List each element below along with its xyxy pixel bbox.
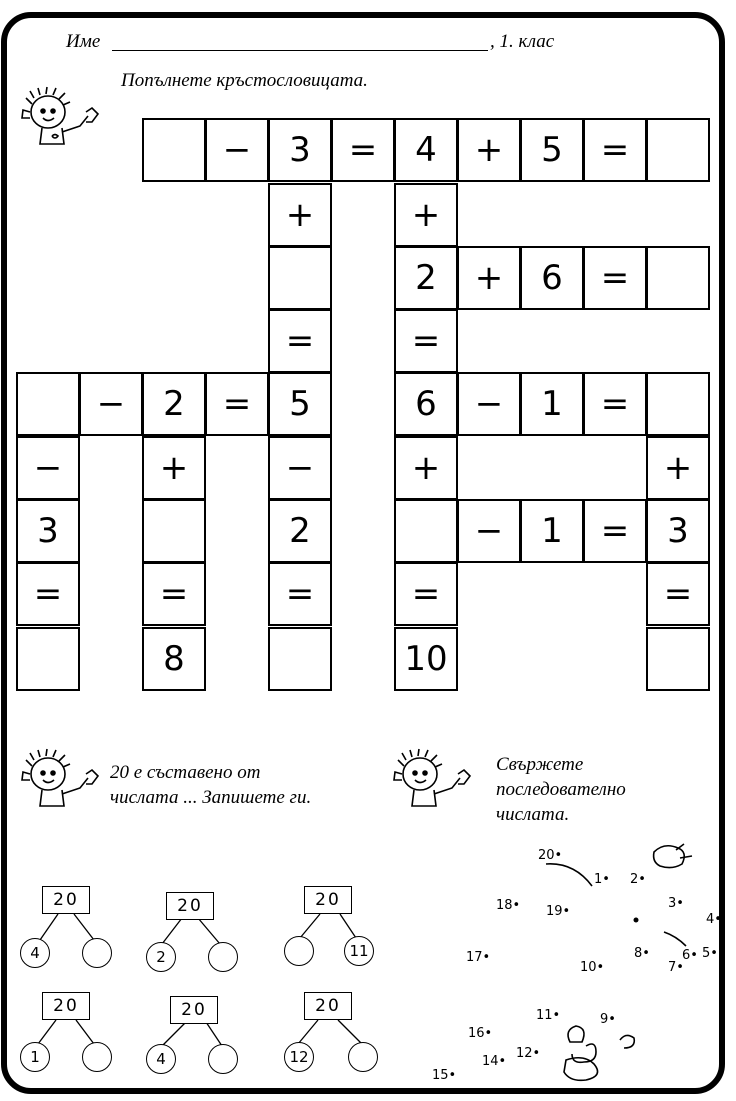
crossword-cell-r2c5: + (268, 183, 332, 247)
tree-total-box: 20 (304, 886, 352, 914)
crossword-cell-r8c11: = (646, 562, 710, 626)
crossword-cell-r6c11: + (646, 436, 710, 500)
crossword-cell-r1c10: = (583, 118, 647, 182)
crossword-cell-r6c1: − (16, 436, 80, 500)
crossword-cell-r5c8: − (457, 372, 521, 436)
crossword-cell-r1c7: 4 (394, 118, 458, 182)
crossword-cell-r8c5: = (268, 562, 332, 626)
crossword-cell-r1c6: = (331, 118, 395, 182)
tree-total-box: 20 (304, 992, 352, 1020)
dot-label[interactable]: 15• (432, 1068, 457, 1083)
crossword-cell-r9c3: 8 (142, 627, 206, 691)
crossword-cell-r6c5: − (268, 436, 332, 500)
task3-instruction-3: числата. (496, 804, 570, 825)
tree-left-circle: 12 (284, 1042, 314, 1072)
name-label: Име (66, 31, 101, 52)
dot-label[interactable]: 8• (634, 946, 650, 961)
crossword-cell-r3c8: + (457, 246, 521, 310)
task3-instruction-1: Свържете (496, 754, 584, 775)
crossword-cell-r1c8: + (457, 118, 521, 182)
crossword-cell-r1c5: 3 (268, 118, 332, 182)
dot-label[interactable]: 16• (468, 1026, 493, 1041)
dot-label[interactable]: 17• (466, 950, 491, 965)
crossword-cell-r5c3: 2 (142, 372, 206, 436)
task1-instruction: Попълнете кръстословицата. (121, 70, 368, 91)
dot-label[interactable]: 4• (706, 912, 722, 927)
tree-total-box: 20 (42, 992, 90, 1020)
class-label: , 1. клас (490, 31, 555, 52)
dot-label[interactable]: 3• (668, 896, 684, 911)
dot-label[interactable]: 6• (682, 948, 698, 963)
crossword-cell-r8c1: = (16, 562, 80, 626)
crossword-cell-r7c1: 3 (16, 499, 80, 563)
crossword-cell-r8c7: = (394, 562, 458, 626)
crossword-cell-r7c9: 1 (520, 499, 584, 563)
dot-label[interactable]: 11• (536, 1008, 561, 1023)
dot-label[interactable]: 12• (516, 1046, 541, 1061)
dot-label[interactable]: 5• (702, 946, 718, 961)
dot-label[interactable]: 10• (580, 960, 605, 975)
crossword-cell-r7c11: 3 (646, 499, 710, 563)
crossword-cell-r7c8: − (457, 499, 521, 563)
dot-label[interactable]: 9• (600, 1012, 616, 1027)
tree-left-circle: 4 (146, 1044, 176, 1074)
crossword-cell-r5c5: 5 (268, 372, 332, 436)
crossword-cell-r1c9: 5 (520, 118, 584, 182)
tree-right-circle: 11 (344, 936, 374, 966)
crossword-cell-r9c7: 10 (394, 627, 458, 691)
task2-instruction-2: числата ... Запишете ги. (110, 787, 312, 808)
crossword-cell-r4c5: = (268, 309, 332, 373)
dot-label[interactable]: 19• (546, 904, 571, 919)
crossword-cell-r3c9: 6 (520, 246, 584, 310)
dot-label[interactable]: 18• (496, 898, 521, 913)
dot-label[interactable]: 14• (482, 1054, 507, 1069)
dot-label[interactable]: 1• (594, 872, 610, 887)
crossword-cell-r5c7: 6 (394, 372, 458, 436)
dot-label[interactable]: 20• (538, 848, 563, 863)
tree-total-box: 20 (42, 886, 90, 914)
tree-left-circle: 4 (20, 938, 50, 968)
crossword-cell-r6c7: + (394, 436, 458, 500)
crossword-cell-r8c3: = (142, 562, 206, 626)
task3-instruction-2: последователно (496, 779, 626, 800)
crossword-cell-r7c10: = (583, 499, 647, 563)
tree-total-box: 20 (170, 996, 218, 1024)
tree-left-circle: 1 (20, 1042, 50, 1072)
crossword-cell-r1c4: − (205, 118, 269, 182)
crossword-cell-r7c5: 2 (268, 499, 332, 563)
dot-label[interactable]: 2• (630, 872, 646, 887)
crossword-cell-r5c9: 1 (520, 372, 584, 436)
crossword-cell-r3c10: = (583, 246, 647, 310)
crossword-cell-r3c7: 2 (394, 246, 458, 310)
dot-label[interactable]: 7• (668, 960, 684, 975)
tree-total-box: 20 (166, 892, 214, 920)
crossword-cell-r6c3: + (142, 436, 206, 500)
task2-instruction-1: 20 е съставено от (110, 762, 261, 783)
crossword-cell-r5c2: − (79, 372, 143, 436)
crossword-cell-r4c7: = (394, 309, 458, 373)
tree-left-circle: 2 (146, 942, 176, 972)
crossword-cell-r5c10: = (583, 372, 647, 436)
crossword-cell-r2c7: + (394, 183, 458, 247)
crossword-cell-r5c4: = (205, 372, 269, 436)
